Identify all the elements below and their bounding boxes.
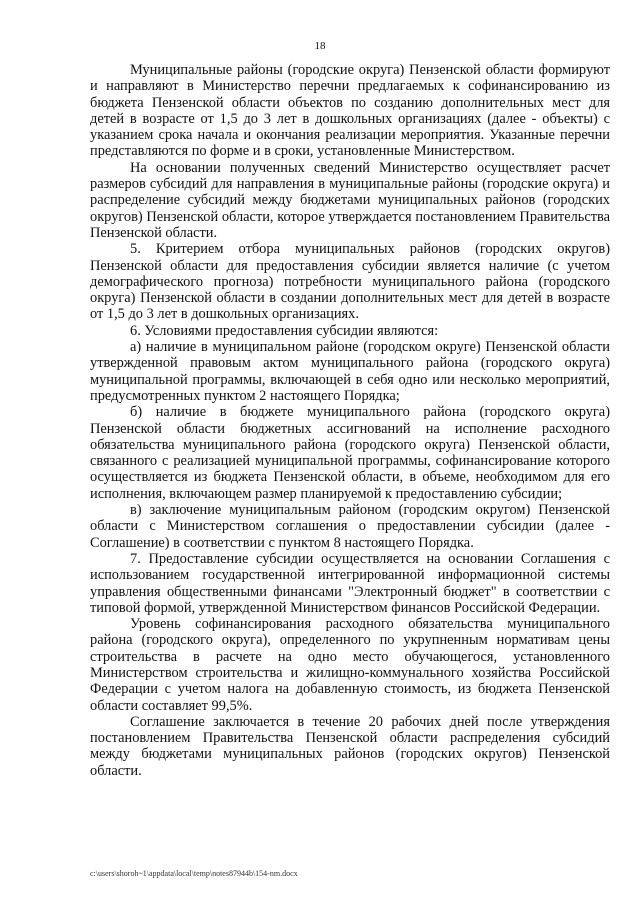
paragraph-cofinancing-level: Уровень софинансирования расходного обязательства муниципального района (городского округа), определенного по укрупненным нормативам цены строительства в расчете на одно место обучающегося, установленного Министерством строительства и жилищно-коммунального хозяйства Российской Федерации с учетом налога на добавленную стоимость, из бюджета Пензенской области составляет 99,5%.	[90, 616, 610, 714]
paragraph-selection-criterion: 5. Критерием отбора муниципальных районов (городских округов) Пензенской области для предоставления субсидии является наличие (с учетом демографического прогноза) потребности муниципального района (городского округа) Пензенской области в создании дополнительных мест для детей в возрасте от 1,5 до 3 лет в дошкольных организациях.	[90, 241, 610, 323]
paragraph-lists-submission: Муниципальные районы (городские округа) Пензенской области формируют и направляют в Министерство перечни предлагаемых к софинансированию из бюджета Пензенской области объектов по созданию дополнительных мест для детей в возрасте от 1,5 до 3 лет в дошкольных организациях (далее - объекты) с указанием срока начала и окончания реализации мероприятия. Указанные перечни представляются по форме и в сроки, установленные Министерством.	[90, 62, 610, 160]
paragraph-agreement-deadline: Соглашение заключается в течение 20 рабочих дней после утверждения постановлением Правительства Пензенской области распределения субсидий между бюджетами муниципальных районов (городских округов) Пензенской области.	[90, 713, 610, 779]
document-body	[90, 62, 610, 779]
footer-file-path: c:\users\shoroh~1\appdata\local\temp\notes87944b\154-nm.docx	[90, 869, 298, 878]
paragraph-conditions-heading: 6. Условиями предоставления субсидии являются:	[130, 322, 439, 339]
paragraph-condition-a: а) наличие в муниципальном районе (городском округе) Пензенской области утвержденной правовым актом муниципального района (городского округа) муниципальной программы, включающей в себя одно или несколько мероприятий, предусмотренных пунктом 2 настоящего Порядка;	[90, 339, 610, 404]
paragraph-condition-c: в) заключение муниципальным районом (городским округом) Пензенской области с Министерством соглашения о предоставлении субсидии (далее - Соглашение) в соответствии с пунктом 8 настоящего Порядка.	[90, 502, 610, 551]
paragraph-agreement-basis: 7. Предоставление субсидии осуществляется на основании Соглашения с использованием государственной интегрированной информационной системы управления общественными финансами "Электронный бюджет" в соответствии с типовой формой, утвержденной Министерством финансов Российской Федерации.	[90, 550, 610, 616]
page-number: 18	[314, 40, 326, 52]
paragraph-condition-b: б) наличие в бюджете муниципального района (городского округа) Пензенской области бюджетных ассигнований на исполнение расходного обязательства муниципального района (городского округа) Пензенской области, связанного с реализацией муниципальной программы, софинансирование которого осуществляется из бюджета Пензенской области, в объеме, необходимом для его исполнения, включающем размер планируемой к предоставлению субсидии;	[90, 404, 610, 502]
paragraph-subsidy-calculation: На основании полученных сведений Министерство осуществляет расчет размеров субсидий для направления в муниципальные районы (городские округа) и распределение субсидий между бюджетами муниципальных районов (городских округов) Пензенской области, которое утверждается постановлением Правительства Пензенской области.	[90, 159, 610, 241]
